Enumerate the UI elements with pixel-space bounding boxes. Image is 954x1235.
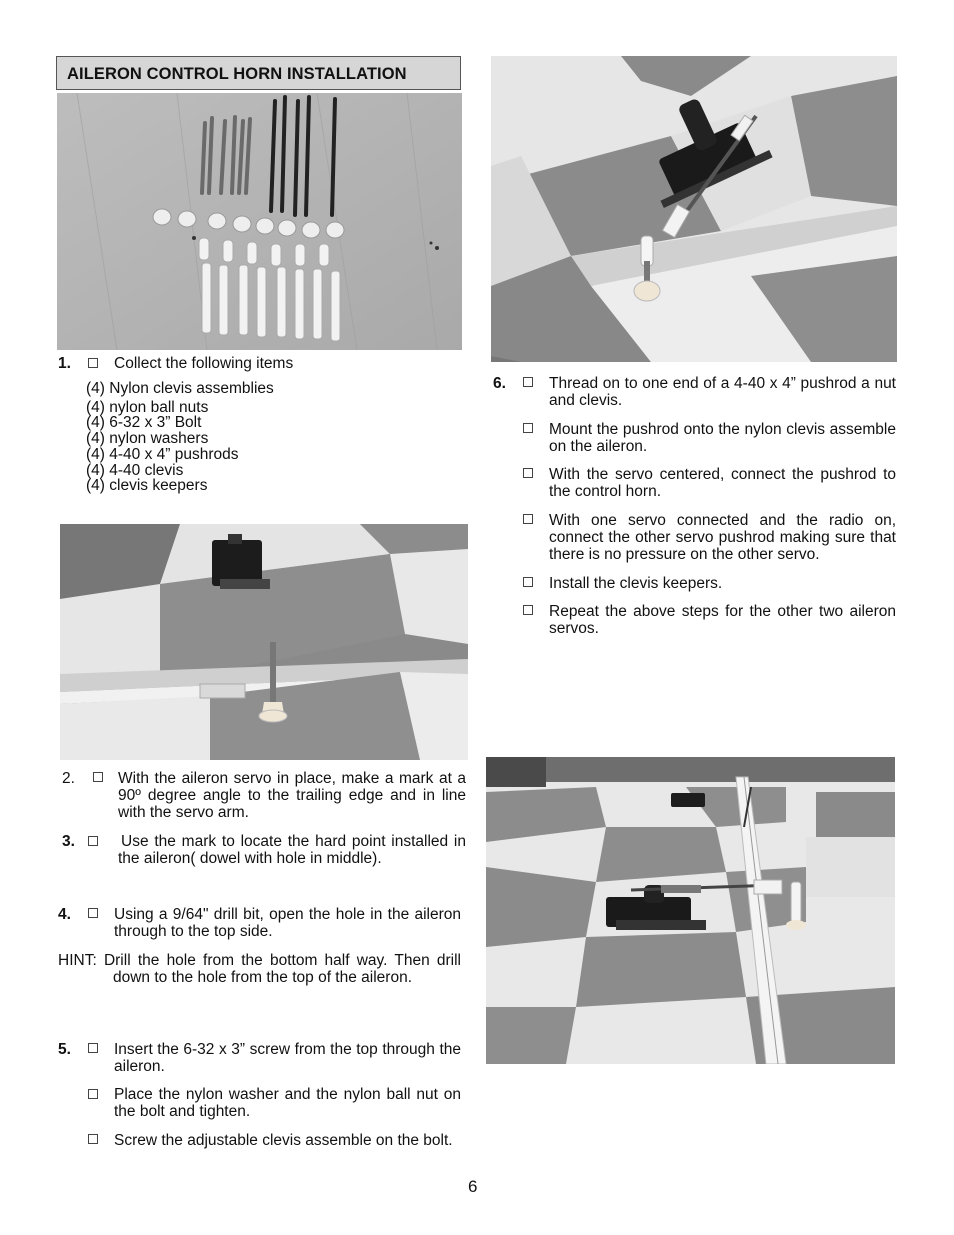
step-3-checkbox[interactable]	[88, 836, 98, 846]
step-5-number: 5.	[58, 1041, 71, 1058]
list-item: (4) 4-40 x 4” pushrods	[86, 445, 239, 463]
step-6-text-4: With one servo connected and the radio on, connect the other servo pushrod making sure that there is no pressure on the other servo.	[549, 512, 896, 563]
step-3-text: Use the mark to locate the hard point installed in the aileron( dowel with hole in middle).	[118, 833, 466, 867]
step-5-text-1: Insert the 6-32 x 3” screw from the top through the aileron.	[114, 1041, 461, 1075]
parts-list	[86, 381, 386, 494]
step-2-text: With the aileron servo in place, make a mark at a 90º degree angle to the trailing edge and in line with the servo arm.	[118, 770, 466, 821]
servo-pushrod-photo	[491, 56, 897, 362]
step-1-text: Collect the following items	[114, 355, 294, 372]
section-title: AILERON CONTROL HORN INSTALLATION	[56, 56, 461, 90]
step-5-checkbox-2[interactable]	[88, 1089, 98, 1099]
step-6-text-1: Thread on to one end of a 4-40 x 4” pushrod a nut and clevis.	[549, 375, 896, 409]
step-2-checkbox[interactable]	[93, 772, 103, 782]
list-item: (4) clevis keepers	[86, 477, 208, 495]
step-1-checkbox[interactable]	[88, 358, 98, 368]
parts-photo	[57, 93, 462, 350]
step-4-number: 4.	[58, 906, 71, 923]
step-6-number: 6.	[493, 375, 506, 392]
hint-text	[58, 952, 461, 986]
step-6-text-6: Repeat the above steps for the other two aileron servos.	[549, 603, 896, 637]
step-6-checkbox-5[interactable]	[523, 577, 533, 587]
step-4-text: Using a 9/64" drill bit, open the hole in the aileron through to the top side.	[114, 906, 461, 940]
step-2-number: 2.	[62, 770, 75, 787]
list-item: (4) 4-40 clevis	[86, 461, 184, 479]
step-5-checkbox-3[interactable]	[88, 1134, 98, 1144]
step-6-checkbox-4[interactable]	[523, 514, 533, 524]
step-3-number: 3.	[62, 833, 75, 850]
step-5-text-2: Place the nylon washer and the nylon ball nut on the bolt and tighten.	[114, 1086, 461, 1120]
step-6-checkbox-2[interactable]	[523, 423, 533, 433]
aileron-bolt-photo	[60, 524, 468, 760]
list-item: (4) nylon washers	[86, 430, 209, 448]
list-item: (4) nylon ball nuts	[86, 398, 209, 416]
step-1-number: 1.	[58, 355, 71, 372]
step-6-text-5: Install the clevis keepers.	[549, 575, 723, 592]
list-item: (4) 6-32 x 3” Bolt	[86, 414, 202, 432]
step-6-checkbox-3[interactable]	[523, 468, 533, 478]
list-item: (4) Nylon clevis assemblies	[86, 380, 274, 397]
hint-body: Drill the hole from the bottom half way. Then drill down to the hole from the top of the aileron.	[103, 952, 461, 986]
step-4-checkbox[interactable]	[88, 908, 98, 918]
step-6-checkbox-6[interactable]	[523, 605, 533, 615]
hint-label: HINT:	[58, 952, 97, 969]
page-number: 6	[468, 1177, 478, 1196]
step-6-checkbox[interactable]	[523, 377, 533, 387]
wing-servos-photo	[486, 757, 895, 1064]
step-6-text-3: With the servo centered, connect the pushrod to the control horn.	[549, 466, 896, 500]
step-5-checkbox[interactable]	[88, 1043, 98, 1053]
step-5-text-3: Screw the adjustable clevis assemble on the bolt.	[114, 1132, 453, 1149]
step-6-text-2: Mount the pushrod onto the nylon clevis assemble on the aileron.	[549, 421, 896, 455]
